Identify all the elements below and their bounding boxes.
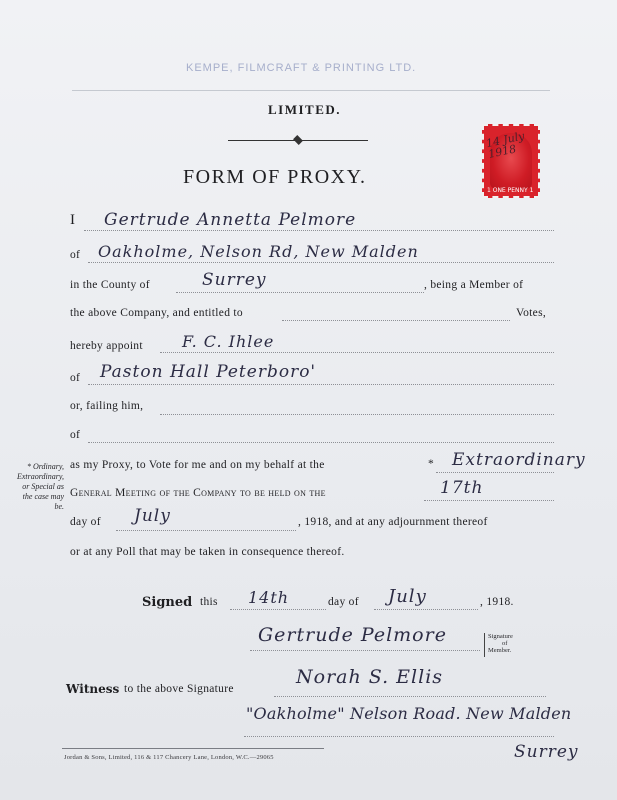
member-name-field[interactable]: Gertrude Annetta Pelmore [104, 210, 357, 230]
signed-month-line [374, 609, 478, 610]
form-title: FORM OF PROXY. [183, 166, 367, 188]
signed-day-line [230, 609, 326, 610]
general-meeting-text: General Meeting of the Company to be held on the [70, 487, 326, 499]
meeting-month-line [116, 530, 296, 531]
of-label: of [70, 249, 81, 261]
meeting-day-field[interactable]: 17th [440, 478, 484, 498]
poll-text: or at any Poll that may be taken in consequence thereof. [70, 546, 345, 558]
witness-address-line [244, 736, 554, 737]
note-line-2: Extraordinary, [16, 472, 64, 481]
note-line-4: the case may [22, 492, 64, 501]
failing-label: or, failing him, [70, 400, 144, 412]
year-adjournment-text: , 1918, and at any adjournment thereof [298, 516, 488, 528]
proxy-address-line [88, 384, 554, 385]
signed-day-field[interactable]: 14th [248, 588, 290, 607]
note-line-3: or Special as [22, 482, 64, 491]
votes-line [282, 320, 510, 321]
failing-line [160, 414, 554, 415]
county-line [176, 292, 424, 293]
footer-rule [62, 748, 324, 749]
votes-label: Votes, [516, 307, 547, 319]
note-line-1: * Ordinary, [26, 462, 64, 471]
member-note-2: of [502, 640, 508, 647]
note-line-5: be. [54, 502, 64, 511]
proxy-of-label: of [70, 372, 81, 384]
county-field[interactable]: Surrey [202, 270, 267, 290]
day-of-label: day of [70, 516, 101, 528]
ornament-divider [228, 139, 368, 143]
county-label: in the County of [70, 279, 150, 291]
meeting-type-note [4, 462, 64, 512]
signed-month-field[interactable]: July [388, 586, 427, 607]
this-label: this [200, 596, 218, 608]
pronoun-i: I [70, 212, 75, 228]
member-signature-field[interactable]: Gertrude Pelmore [258, 624, 447, 646]
meeting-month-field[interactable]: July [134, 506, 171, 526]
member-address-field[interactable]: Oakholme, Nelson Rd, New Malden [98, 242, 419, 261]
member-signature-line [250, 650, 480, 651]
stamp-cancellation: 14 July 1918 [484, 129, 526, 161]
signature-of-member-note [484, 633, 532, 657]
appoint-line [160, 352, 554, 353]
proxy-name-field[interactable]: F. C. Ihlee [182, 332, 275, 351]
member-note-1: Signature [488, 633, 513, 640]
witness-label: Witness [66, 682, 120, 696]
witness-text: to the above Signature [124, 683, 234, 695]
alt-of-label: of [70, 429, 81, 441]
meeting-day-line [424, 500, 554, 501]
limited-heading: LIMITED. [268, 102, 342, 117]
postage-stamp [482, 124, 540, 198]
signed-year: , 1918. [480, 596, 514, 608]
signed-label: Signed [142, 595, 193, 610]
meeting-type-field[interactable]: Extraordinary [452, 450, 586, 470]
proxy-address-field[interactable]: Paston Hall Peterboro' [100, 362, 317, 382]
witness-signature-field[interactable]: Norah S. Ellis [296, 666, 444, 688]
stamp-face-value: 1 ONE PENNY 1 [487, 187, 534, 194]
name-line [84, 230, 554, 231]
appoint-label: hereby appoint [70, 340, 143, 352]
member-note-3: Member. [488, 647, 512, 654]
witness-signature-line [274, 696, 546, 697]
header-rule [72, 90, 550, 91]
as-proxy-text: as my Proxy, to Vote for me and on my behalf at the [70, 459, 325, 471]
printer-imprint: Jordan & Sons, Limited, 116 & 117 Chancery Lane, London, W.C.—29065 [64, 754, 274, 761]
company-name-stamp: KEMPE, FILMCRAFT & PRINTING LTD. [186, 62, 417, 74]
signed-day-of-label: day of [328, 596, 359, 608]
above-company-text: the above Company, and entitled to [70, 307, 243, 319]
being-member-text: , being a Member of [424, 279, 524, 291]
witness-county-field[interactable]: Surrey [514, 742, 579, 762]
meeting-type-line [436, 472, 554, 473]
witness-address-field[interactable]: "Oakholme" Nelson Road. New Malden [246, 704, 572, 723]
meeting-asterisk: * [428, 458, 435, 470]
address-line [88, 262, 554, 263]
alt-proxy-line [88, 442, 554, 443]
